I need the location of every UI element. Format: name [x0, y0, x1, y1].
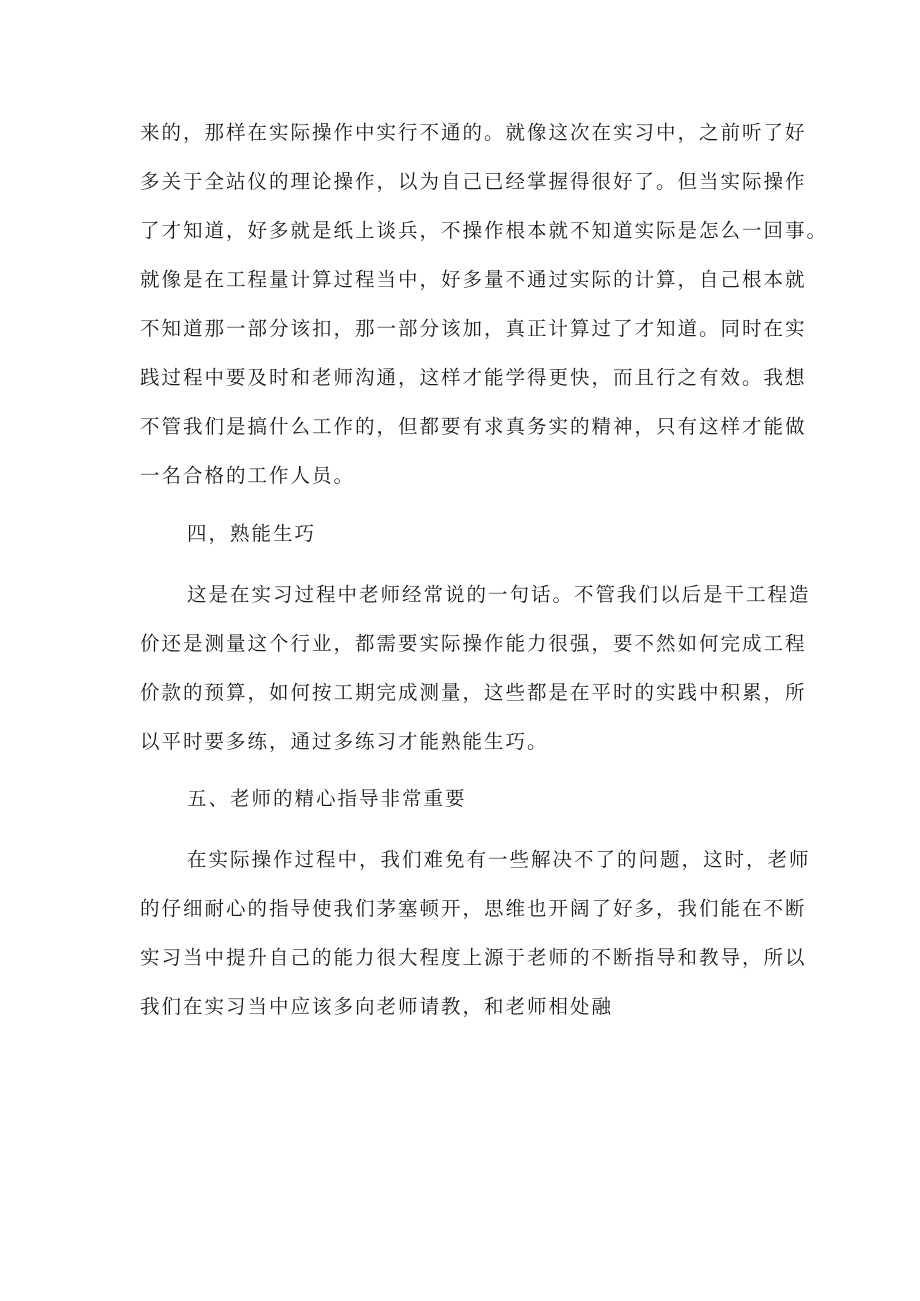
paragraph-2-line-4: 以平时要多练，通过多练习才能熟能生巧。: [140, 730, 549, 753]
paragraph-1-line-5: 不知道那一部分该扣，那一部分该加，真正计算过了才知道。同时在实: [140, 317, 807, 340]
section-heading-4: 四，熟能生巧: [187, 522, 317, 545]
paragraph-3-line-2: 的仔细耐心的指导使我们茅塞顿开，思维也开阔了好多，我们能在不断: [140, 897, 807, 920]
section-heading-5: 五、老师的精心指导非常重要: [187, 787, 467, 810]
paragraph-1-line-1: 来的，那样在实际操作中实行不通的。就像这次在实习中，之前听了好: [140, 121, 807, 144]
paragraph-1-line-2: 多关于全站仪的理论操作，以为自己已经掌握得很好了。但当实际操作: [140, 170, 807, 193]
paragraph-2-line-1: 这是在实习过程中老师经常说的一句话。不管我们以后是干工程造: [187, 583, 811, 606]
paragraph-2-line-2: 价还是测量这个行业，都需要实际操作能力很强，要不然如何完成工程: [140, 632, 807, 655]
paragraph-3-line-4: 我们在实习当中应该多向老师请教，和老师相处融: [140, 995, 614, 1018]
paragraph-3-line-1: 在实际操作过程中，我们难免有一些解决不了的问题，这时，老师: [187, 848, 811, 871]
paragraph-3-line-3: 实习当中提升自己的能力很大程度上源于老师的不断指导和教导，所以: [140, 946, 807, 969]
paragraph-1-line-4: 就像是在工程量计算过程当中，好多量不通过实际的计算，自己根本就: [140, 268, 807, 291]
paragraph-1-line-6: 践过程中要及时和老师沟通，这样才能学得更快，而且行之有效。我想: [140, 366, 807, 389]
paragraph-2-line-3: 价款的预算，如何按工期完成测量，这些都是在平时的实践中积累，所: [140, 681, 807, 704]
paragraph-1-line-8: 一名合格的工作人员。: [140, 464, 356, 487]
paragraph-1-line-7: 不管我们是搞什么工作的，但都要有求真务实的精神，只有这样才能做: [140, 415, 807, 438]
paragraph-1-line-3: 了才知道，好多就是纸上谈兵，不操作根本就不知道实际是怎么一回事。: [140, 219, 829, 242]
